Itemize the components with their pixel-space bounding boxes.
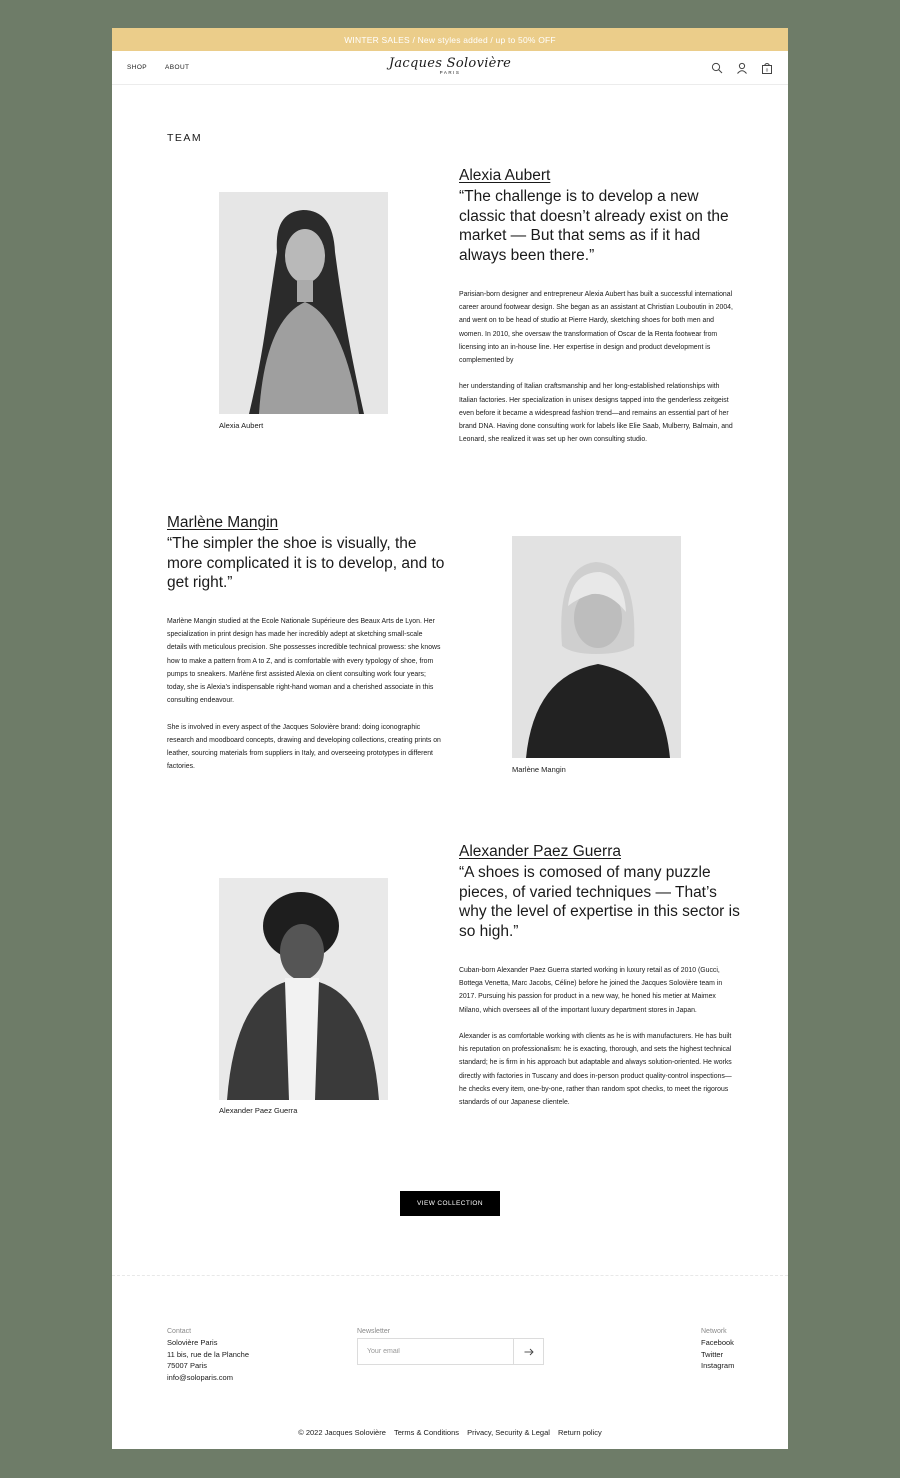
footer-link-return-policy[interactable]: Return policy: [558, 1428, 602, 1437]
logo-subtitle: PARIS: [439, 70, 461, 75]
bio-marlene-mangin: [167, 615, 443, 787]
nav-link-about[interactable]: ABOUT: [165, 64, 190, 71]
contact-line: 11 bis, rue de la Planche: [167, 1349, 249, 1359]
quote-marlene-mangin: “The simpler the shoe is visually, the more complicated it is to develop, and to get right.”: [167, 535, 445, 592]
promo-banner-text: WINTER SALES / New styles added / up to 50% OFF: [344, 34, 556, 45]
top-nav: [112, 51, 788, 85]
newsletter-email-input[interactable]: [358, 1339, 513, 1364]
bio-paragraph: Parisian-born designer and entrepreneur Alexia Aubert has built a successful international career around footwear design. She began as an assistant at Christian Louboutin in 2004, and went on to be head of studio at Pierre Hardy, sketching shoes for both men and women. In 2010, she oversaw the transformation of Oscar de la Renta footwear from licensing into an in-house line. Her expertise in design and product development is complemented by: [459, 291, 733, 365]
page-title: TEAM: [167, 132, 203, 144]
quote-alexander-paez-guerra: “A shoes is comosed of many puzzle pieces, of varied techniques — That’s why the level of expertise in this sector is so high.”: [459, 864, 740, 940]
footer-link-terms[interactable]: Terms & Conditions: [393, 1428, 459, 1437]
bio-paragraph: her understanding of Italian craftsmanship and her long-established relationships with Italian factories. Her specialization in unisex designs tapped into the genderless zeitgeist even before it became a widespread fashion trend—and remains an essential part of her brand DNA. Having done consulting work for labels like Elie Saab, Mulberry, Balmain, and Leonard, she realized it was set up her own consulting studio.: [459, 383, 733, 444]
network-label: Network: [701, 1328, 727, 1335]
footer-newsletter: [357, 1328, 544, 1365]
nav-link-shop[interactable]: SHOP: [127, 64, 148, 71]
quote-alexia-aubert: “The challenge is to develop a new classic that doesn’t already exist on the market — But that sems as if it had always been there.”: [459, 188, 729, 264]
network-link-instagram[interactable]: Instagram: [701, 1361, 735, 1371]
bio-paragraph: Cuban-born Alexander Paez Guerra started working in luxury retail as of 2010 (Gucci, Bottega Venetta, Marc Jacobs, Céline) before he joined the Jacques Solovière team in 2017. Pursuing his passion for product in a new way, he honed his metier at Maimex Milano, which oversees all of the important luxury department stores in Japan.: [459, 967, 723, 1014]
newsletter-label: Newsletter: [357, 1328, 391, 1335]
contact-label: Contact: [167, 1328, 192, 1335]
footer-divider: [112, 1275, 788, 1276]
footer-bottom: [112, 1428, 788, 1437]
bio-paragraph: Marlène Mangin studied at the Ecole Nationale Supérieure des Beaux Arts de Lyon. Her specialization in print design has made her incredibly adept at sketching small-scale details with meticulous precision. She possesses incredible technical prowess: she knows how to make a pattern from A to Z, and is comfortable with every typology of shoe, from pumps to sneakers. Marlène first assisted Alexia on client consulting work four years; today, she is Alexia’s indispensable right-hand woman and a cherished associate in this consulting endeavour.: [167, 618, 441, 705]
member-name-alexia-aubert[interactable]: Alexia Aubert: [459, 167, 551, 184]
caption-alexander-paez-guerra: Alexander Paez Guerra: [219, 1106, 298, 1115]
member-name-alexander-paez-guerra[interactable]: Alexander Paez Guerra: [459, 843, 621, 860]
newsletter-form: [357, 1338, 544, 1365]
account-icon[interactable]: [736, 62, 748, 74]
portrait-alexia-aubert: [219, 192, 388, 414]
view-collection-button[interactable]: VIEW COLLECTION: [400, 1191, 500, 1216]
page: [112, 28, 788, 1449]
bio-alexia-aubert: [459, 288, 735, 460]
copyright: © 2022 Jacques Solovière: [298, 1428, 386, 1437]
search-icon[interactable]: [711, 62, 723, 74]
cart-count: 0: [765, 67, 769, 73]
bio-paragraph: Alexander is as comfortable working with clients as he is with manufacturers. He has built his reputation on professionalism: he is exacting, thorough, and sets the highest technical standard; he is firm in his approach but adaptable and always solution-oriented. He works directly with factories in Tuscany and does in-person product quality-control inspections—he checks every item, one-by-one, rather than random spot checks, to meet the rigorous standards of our Japanese clientele.: [459, 1033, 732, 1107]
bio-paragraph: She is involved in every aspect of the Jacques Solovière brand: doing iconographic research and moodboard concepts, drawing and developing collections, creating prints on leather, sourcing materials from suppliers in Italy, and overseeing prototypes in different factories.: [167, 723, 441, 771]
portrait-marlene-mangin: [512, 536, 681, 758]
arrow-right-icon: [524, 1348, 534, 1356]
contact-line: 75007 Paris: [167, 1361, 208, 1371]
newsletter-submit-button[interactable]: [513, 1339, 543, 1364]
portrait-alexander-paez-guerra: [219, 878, 388, 1100]
bio-alexander-paez-guerra: [459, 964, 735, 1122]
network-link-twitter[interactable]: Twitter: [701, 1349, 724, 1359]
footer-link-privacy[interactable]: Privacy, Security & Legal: [467, 1428, 550, 1437]
footer-contact: [167, 1328, 249, 1384]
promo-banner[interactable]: [112, 28, 788, 51]
network-link-facebook[interactable]: Facebook: [701, 1338, 734, 1347]
caption-alexia-aubert: Alexia Aubert: [219, 421, 264, 430]
nav-icons: [711, 62, 773, 74]
member-name-marlene-mangin[interactable]: Marlène Mangin: [167, 514, 279, 531]
logo-name: Jacques Solovière: [388, 56, 512, 71]
footer-network: [701, 1328, 734, 1372]
logo[interactable]: [112, 56, 788, 75]
contact-email[interactable]: info@soloparis.com: [167, 1373, 233, 1383]
caption-marlene-mangin: Marlène Mangin: [512, 765, 566, 774]
contact-line: Solovière Paris: [167, 1338, 218, 1347]
cart-icon[interactable]: [761, 62, 773, 74]
